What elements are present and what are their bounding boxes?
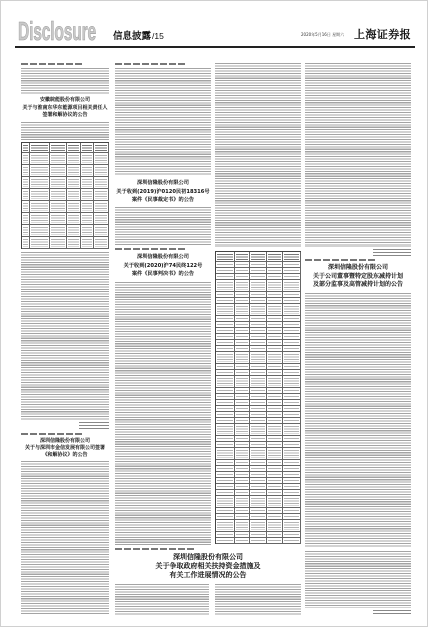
table-cell — [67, 189, 80, 201]
table-cell — [22, 177, 30, 189]
page-number: /15 — [152, 31, 164, 41]
table-cell — [67, 237, 80, 249]
table-cell — [30, 189, 50, 201]
table-cell — [50, 189, 67, 201]
headline-line: 案件《民事裁定书》的公告 — [131, 197, 195, 203]
table-cell — [235, 538, 250, 544]
table-cell — [216, 280, 235, 292]
table-header-cell — [250, 252, 268, 262]
table-cell — [235, 280, 250, 292]
table-cell — [267, 520, 283, 532]
announcement-code-line — [21, 433, 83, 435]
table-cell — [94, 153, 109, 165]
table-cell — [67, 201, 80, 213]
table-cell — [67, 153, 80, 165]
announcement-headline — [115, 179, 211, 205]
table-cell — [22, 165, 30, 177]
table-cell — [267, 496, 283, 508]
table-cell — [30, 213, 50, 225]
announcement-code-line — [305, 259, 377, 261]
headline-line: 关于收到(2020)沪74民终122号 — [123, 262, 203, 269]
section-title: 信息披露 — [113, 31, 152, 42]
body-text-block — [115, 207, 211, 245]
body-text-block — [21, 68, 109, 95]
table-cell — [216, 538, 235, 544]
headline-company: 深圳信隆股份有限公司 — [173, 553, 243, 561]
table-cell — [267, 424, 283, 436]
body-text-block — [305, 63, 411, 247]
announcement-code-line — [115, 548, 195, 550]
table-cell — [50, 213, 67, 225]
signature-block — [79, 422, 109, 429]
body-text-block — [305, 293, 411, 547]
table-cell — [283, 304, 301, 316]
table-cell — [267, 304, 283, 316]
table-cell — [81, 201, 94, 213]
table-cell — [22, 189, 30, 201]
body-text-block — [115, 584, 209, 615]
table-cell — [283, 520, 301, 532]
table-cell — [30, 165, 50, 177]
table-header-cell — [30, 143, 50, 153]
table-cell — [81, 225, 94, 237]
table-header-cell — [283, 252, 301, 262]
headline-line: 《和解协议》的公告 — [42, 452, 88, 458]
table-cell — [250, 538, 268, 544]
announcement-headline — [305, 264, 411, 290]
table-cell — [94, 237, 109, 249]
announcement-code-line — [115, 63, 185, 65]
table-cell — [67, 225, 80, 237]
table-cell — [50, 225, 67, 237]
table-cell — [30, 153, 50, 165]
headline-line: 有关工作进展情况的公告 — [169, 571, 247, 579]
table-cell — [94, 213, 109, 225]
table-cell — [50, 237, 67, 249]
table-cell — [94, 165, 109, 177]
headline-line: 案件《民事判决书》的公告 — [131, 271, 195, 277]
table-header-cell — [94, 143, 109, 153]
table-cell — [250, 424, 268, 436]
table-cell — [235, 448, 250, 460]
headline-line: 关于与深圳市金信发展有限公司签署 — [24, 445, 105, 451]
headline-line: 签署和解协议的公告 — [42, 112, 88, 118]
table-header-cell — [216, 252, 235, 262]
table-cell — [250, 520, 268, 532]
headline-line: 关于收到(2019)沪0120民初18316号 — [116, 188, 210, 195]
table-cell — [283, 424, 301, 436]
announcement-headline — [21, 438, 109, 459]
table-cell — [50, 177, 67, 189]
table-cell — [81, 189, 94, 201]
table-header-cell — [235, 252, 250, 262]
masthead-disclosure: Disclosure — [18, 16, 96, 46]
table-cell — [81, 237, 94, 249]
headline-company: 深圳信隆股份有限公司 — [39, 438, 90, 444]
table-cell — [235, 352, 250, 364]
table-cell — [267, 352, 283, 364]
table-cell — [81, 177, 94, 189]
body-text-block — [215, 584, 301, 615]
signature-block — [373, 610, 411, 616]
table-header-cell — [67, 143, 80, 153]
headline-line: 关于与淮南东华东能源项目相关责任人 — [22, 104, 108, 111]
table-header-cell — [22, 143, 30, 153]
table-cell — [267, 376, 283, 388]
table-cell — [250, 376, 268, 388]
table-cell — [283, 280, 301, 292]
table-cell — [267, 280, 283, 292]
headline-company: 深圳信隆股份有限公司 — [137, 180, 189, 186]
table-cell — [81, 213, 94, 225]
table-cell — [22, 225, 30, 237]
signature-block — [373, 249, 411, 256]
table-cell — [22, 213, 30, 225]
announcement-headline — [21, 97, 109, 120]
table-cell — [94, 225, 109, 237]
table-cell — [81, 165, 94, 177]
headline-company: 安徽皖能股份有限公司 — [39, 97, 90, 103]
body-text-block — [21, 461, 109, 614]
headline-company: 深圳信隆股份有限公司 — [327, 264, 388, 271]
table-cell — [216, 448, 235, 460]
table-cell — [50, 201, 67, 213]
announcement-code-line — [21, 63, 83, 65]
table-cell — [235, 496, 250, 508]
table-header-cell — [81, 143, 94, 153]
table-cell — [67, 165, 80, 177]
table-cell — [30, 201, 50, 213]
table-cell — [81, 153, 94, 165]
table-cell — [235, 304, 250, 316]
table-cell — [283, 352, 301, 364]
announcement-headline — [115, 553, 301, 580]
section-heading — [113, 28, 164, 42]
table-cell — [250, 448, 268, 460]
table-cell — [30, 225, 50, 237]
table-cell — [67, 213, 80, 225]
announcement-code-line — [115, 248, 185, 250]
table-cell — [94, 201, 109, 213]
table-cell — [283, 496, 301, 508]
body-text-block — [305, 551, 411, 608]
table-cell — [250, 280, 268, 292]
table-cell — [216, 520, 235, 532]
headline-line: 关于争取政府相关扶持资金措施及 — [155, 562, 261, 570]
data-table — [21, 142, 109, 249]
table-cell — [250, 496, 268, 508]
table-cell — [216, 304, 235, 316]
headline-line: 及部分监事及高管减持计划的公告 — [312, 281, 403, 288]
announcement-headline — [115, 253, 211, 279]
table-cell — [50, 153, 67, 165]
data-table — [215, 251, 301, 544]
table-cell — [50, 165, 67, 177]
table-cell — [283, 376, 301, 388]
issue-date: 2020年5月16日 星期六 — [301, 32, 345, 37]
table-cell — [67, 177, 80, 189]
table-cell — [216, 424, 235, 436]
table-cell — [22, 237, 30, 249]
table-cell — [30, 177, 50, 189]
table-cell — [216, 496, 235, 508]
table-cell — [94, 189, 109, 201]
table-cell — [267, 448, 283, 460]
header-rule — [15, 46, 415, 48]
table-cell — [216, 352, 235, 364]
table-cell — [235, 424, 250, 436]
table-cell — [250, 304, 268, 316]
table-cell — [30, 237, 50, 249]
table-cell — [216, 376, 235, 388]
body-text-block — [21, 252, 109, 420]
table-header-cell — [267, 252, 283, 262]
table-cell — [235, 376, 250, 388]
body-text-block — [21, 122, 109, 140]
headline-company: 深圳信隆股份有限公司 — [137, 254, 189, 260]
table-cell — [22, 201, 30, 213]
headline-line: 关于公司董事暨特定股东减持计划 — [312, 272, 403, 280]
body-text-block — [215, 63, 301, 247]
table-cell — [283, 538, 301, 544]
table-cell — [267, 538, 283, 544]
table-cell — [235, 520, 250, 532]
newspaper-logo: 上海证券报 — [354, 28, 411, 41]
table-cell — [22, 153, 30, 165]
table-header-cell — [50, 143, 67, 153]
table-cell — [94, 177, 109, 189]
body-text-block — [115, 282, 211, 545]
table-cell — [283, 448, 301, 460]
table-cell — [250, 352, 268, 364]
body-text-block — [115, 68, 211, 176]
